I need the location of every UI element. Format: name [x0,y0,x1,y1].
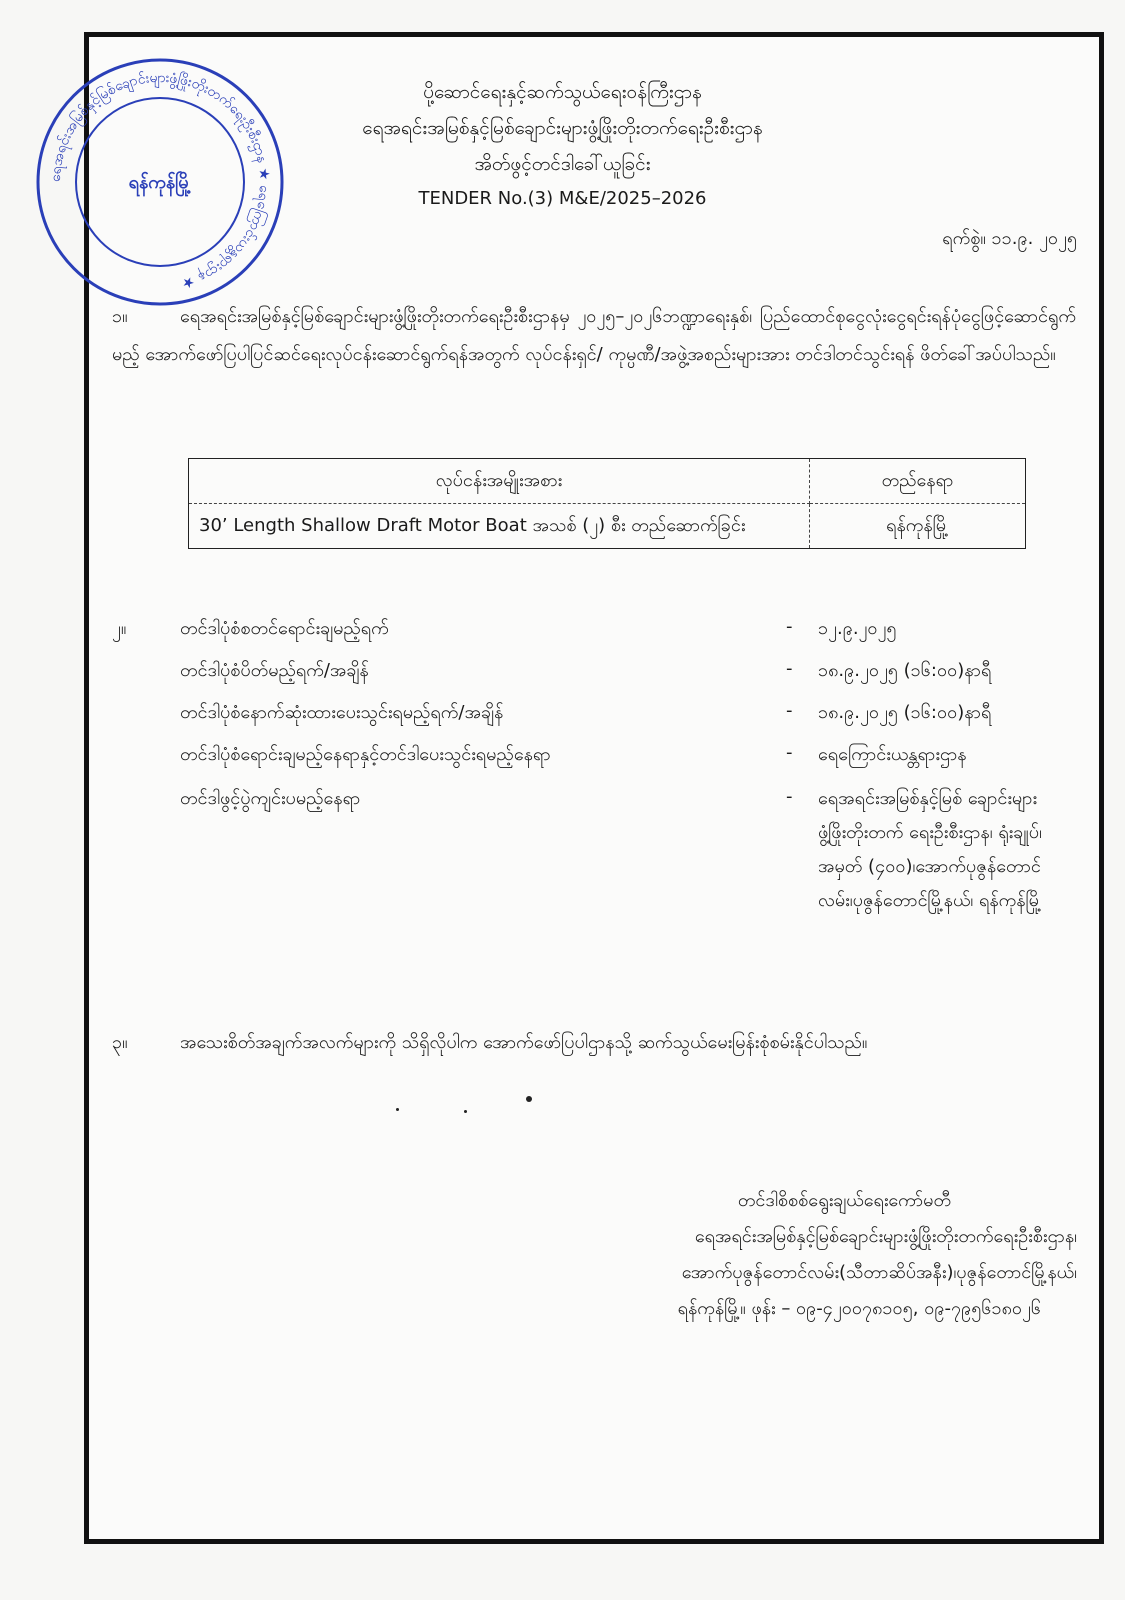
schedule-label-sale-place: တင်ဒါပုံစံရောင်းချမည့်နေရာနှင့်တင်ဒါပေးသွင်းရမည့်နေရာ [180,744,551,765]
schedule-dash: - [786,616,793,637]
notice-title: အိတ်ဖွင့်တင်ဒါခေါ်ယူခြင်း [474,153,651,175]
schedule-dash: - [786,700,793,721]
signature-phone: ရန်ကုန်မြို့။ ဖုန်း – ၀၉-၄၂၀၀၇၈၁၀၅, ၀၉-၇၉၅၆၁၈၀၂၆ [677,1298,1041,1319]
table-row [189,504,1026,549]
schedule-label-opening-place: တင်ဒါဖွင့်ပွဲကျင်းပမည့်နေရာ [180,788,361,809]
paragraph-1-number: ၁။ [112,306,128,327]
schedule-value-opening-place: ရေအရင်းအမြစ်နှင့်မြစ် ချောင်းများဖွံ့ဖြိုးတိုးတက် ရေးဦးစီးဌာန၊ ရုံးချုပ်၊ အမှတ် (၄၀၀)၊အောက်ပုဇွန်တောင် လမ်း၊ပုဇွန်တောင်မြို့နယ်၊ ရန်ကုန်မြို့ [818,788,1042,911]
header-work-type: လုပ်ငန်းအမျိုးအစား [189,459,810,504]
paragraph-1-text: ရေအရင်းအမြစ်နှင့်မြစ်ချောင်းများဖွံ့ဖြိုးတိုးတက်ရေးဦးစီးဌာနမှ ၂၀၂၅–၂၀၂၆ဘဏ္ဍာရေးနှစ်၊ ပြည်ထောင်စုငွေလုံးငွေရင်းရန်ပုံငွေဖြင့်ဆောင်ရွက်မည့် အောက်ဖော်ပြပါပြင်ဆင်ရေးလုပ်ငန်းဆောင်ရွက်ရန်အတွက် လုပ်ငန်းရှင်/ ကုမ္ပဏီ/အဖွဲ့အစည်းများအား တင်ဒါတင်သွင်းရန် ဖိတ်ခေါ်အပ်ပါသည်။ [112,306,1076,365]
schedule-dash: - [786,742,793,763]
signature-committee: တင်ဒါစိစစ်ရွေးချယ်ရေးကော်မတီ [737,1190,951,1211]
paragraph-3-number: ၃။ [112,1032,128,1053]
schedule-label-sale-start: တင်ဒါပုံစံစတင်ရောင်းချမည့်ရက် [180,618,389,639]
stamp-ring-text: ရေအရင်းအမြစ်နှင့်မြစ်ချောင်းများဖွံ့ဖြိုးတိုးတက်ရေးဦးစီးဌာန ★ ရေကြောင်းယန္တရားဌာန ★ [47,69,273,292]
scan-speck [464,1110,467,1113]
paragraph-2-number: ၂။ [112,618,127,639]
tender-table [188,458,1026,549]
signature-department: ရေအရင်းအမြစ်နှင့်မြစ်ချောင်းများဖွံ့ဖြိုးတိုးတက်ရေးဦးစီးဌာန၊ [694,1226,1077,1247]
work-description: 30’ Length Shallow Draft Motor Boat အသစ် (၂) စီး တည်ဆောက်ခြင်း [189,504,810,549]
schedule-dash: - [786,658,793,679]
work-location: ရန်ကုန်မြို့ [810,504,1026,549]
scan-speck [526,1096,532,1102]
header-location: တည်နေရာ [810,459,1026,504]
schedule-value-sale-place: ရေကြောင်းယန္တရားဌာန [818,744,967,765]
schedule-value-closing: ၁၈.၉.၂၀၂၅ (၁၆:၀၀)နာရီ [818,660,992,681]
schedule-value-sale-start: ၁၂.၉.၂၀၂၅ [818,618,897,639]
paragraph-3-text: အသေးစိတ်အချက်အလက်များကို သိရှိလိုပါက အောက်ဖော်ပြပါဌာနသို့ ဆက်သွယ်မေးမြန်းစုံစမ်းနိုင်ပါသည်။ [180,1032,868,1053]
stamp-center-text: ရန်ကုန်မြို့ [128,172,192,193]
signature-address: အောက်ပုဇွန်တောင်လမ်း(သီတာဆိပ်အနီး)၊ပုဇွန်တောင်မြို့နယ်၊ [681,1262,1077,1283]
scan-speck [396,1108,399,1111]
schedule-dash: - [786,786,793,807]
notice-date: ရက်စွဲ။ ၁၁.၉. ၂၀၂၅ [942,228,1077,249]
schedule-label-closing: တင်ဒါပုံစံပိတ်မည့်ရက်/အချိန် [180,660,369,681]
table-header-row [189,459,1026,504]
tender-number: TENDER No.(3) M&E/2025–2026 [418,188,707,209]
department-name: ရေအရင်းအမြစ်နှင့်မြစ်ချောင်းများဖွံ့ဖြိုးတိုးတက်ရေးဦးစီးဌာန [362,117,763,139]
ministry-name: ပို့ဆောင်ရေးနှင့်ဆက်သွယ်ရေးဝန်ကြီးဌာန [423,81,702,103]
schedule-value-submission: ၁၈.၉.၂၀၂၅ (၁၆:၀၀)နာရီ [818,702,992,723]
schedule-label-submission: တင်ဒါပုံစံနောက်ဆုံးထားပေးသွင်းရမည့်ရက်/အချိန် [180,702,504,723]
